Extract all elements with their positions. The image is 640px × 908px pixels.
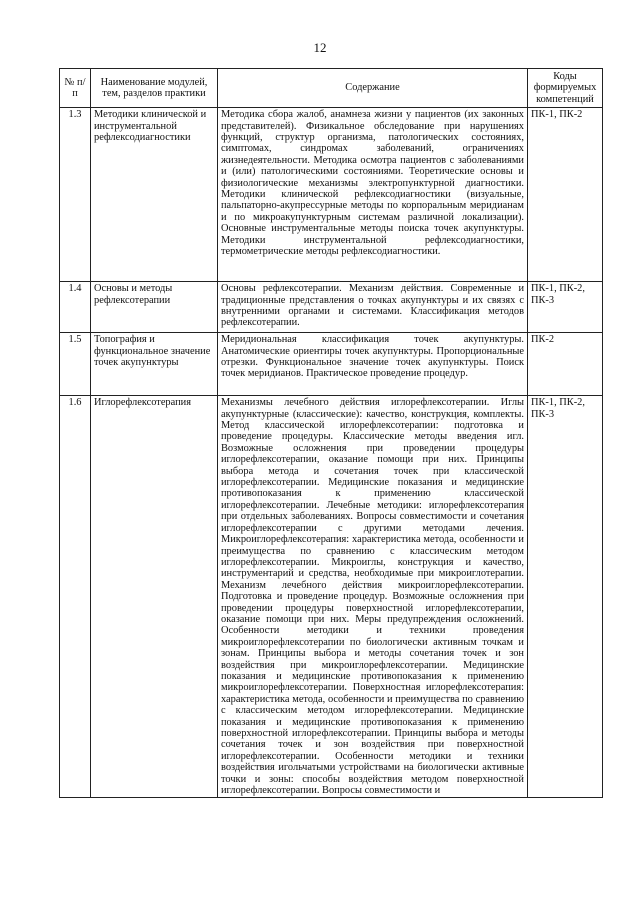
row-number: 1.6 <box>60 396 91 798</box>
row-competency-codes: ПК-2 <box>528 333 603 396</box>
table-row <box>60 282 603 333</box>
row-number: 1.4 <box>60 282 91 333</box>
header-module-name: Наименование модулей, тем, разделов практики <box>91 69 218 108</box>
row-competency-codes: ПК-1, ПК-2 <box>528 108 603 282</box>
header-number: № п/п <box>60 69 91 108</box>
row-competency-codes: ПК-1, ПК-2, ПК-3 <box>528 396 603 798</box>
curriculum-table <box>59 68 603 798</box>
row-competency-codes: ПК-1, ПК-2, ПК-3 <box>528 282 603 333</box>
table-row <box>60 333 603 396</box>
row-module-name: Топография и функциональное значение точек акупунктуры <box>91 333 218 396</box>
row-module-name: Методики клинической и инструментальной рефлексодиагностики <box>91 108 218 282</box>
table-header-row <box>60 69 603 108</box>
row-number: 1.5 <box>60 333 91 396</box>
row-content: Методика сбора жалоб, анамнеза жизни у пациентов (их законных представителей). Физикальное обследование при нарушениях функций, структур организма, патологических состояниях, симптомах, синдромах заболеваний, ограничениях жизнедеятельности. Методика осмотра пациентов с заболеваниями и (или) патологическими состояниями. Теоретические основы и физиологические механизмы электропунктурной диагностики. Методики клинической рефлексодиагностики (визуальные, пальпаторно-акупрессурные методы по корпоральным меридианам и по микроакупунктурным системам различной локализации). Основные инструментальные методы поиска точек акупунктуры. Методики инструментальной рефлексодиагностики, термометрические методы рефлексодиагностики. <box>218 108 528 282</box>
table-row <box>60 396 603 798</box>
header-competency-codes: Коды формируемых компетенций <box>528 69 603 108</box>
row-content: Меридиональная классификация точек акупунктуры. Анатомические ориентиры точек акупунктуры. Пропорциональные отрезки. Функциональное значение точек акупунктуры. Поиск точек меридианов. Практическое проведение процедур. <box>218 333 528 396</box>
row-content: Основы рефлексотерапии. Механизм действия. Современные и традиционные представления о точках акупунктуры и их связях с внутренними органами и системами. Классификация методов рефлексотерапии. <box>218 282 528 333</box>
row-module-name: Основы и методы рефлексотерапии <box>91 282 218 333</box>
header-content: Содержание <box>218 69 528 108</box>
row-module-name: Иглорефлексотерапия <box>91 396 218 798</box>
row-content: Механизмы лечебного действия иглорефлексотерапии. Иглы акупунктурные (классические): качество, конструкция, комплекты. Метод классической иглорефлексотерапии: подготовка и проведение процедуры. Классические методы введения игл. Возможные осложнения при проведении процедуры иглорефлексотерапии, оказание помощи при них. Принципы выбора метода и сочетания точек при классической иглорефлексотерапии. Медицинские показания и медицинские противопоказания к применению классической иглорефлексотерапии. Лечебные методики: иглорефлексотерапия при отдельных заболеваниях. Вопросы совместимости и сочетания иглорефлексотерапии с другими методами лечения. Микроиглорефлексотерапия: характеристика метода, особенности и преимущества по сравнению с классическим методом иглорефлексотерапии. Микроиглы, конструкция и качество, инструментарий и средства, необходимые при микроиглотерапии. Механизм лечебного действия микроиглорефлексотерапии. Подготовка и проведение процедур. Возможные осложнения при проведении процедуры поверхностной иглорефлексотерапии, оказание помощи при них. Меры предупреждения осложнений. Особенности методики и техники проведения микроиглорефлексотерапии по биологически активным точкам и зонам. Принципы выбора и методы сочетания точек и зон воздействия при микроиглорефлексотерапии. Медицинские показания и медицинские противопоказания к применению микроиглорефлексотерапии. Поверхностная иглорефлексотерапия: характеристика метода, особенности и преимущества по сравнению с классическим методом иглорефлексотерапии. Медицинские показания и медицинские противопоказания к применению поверхностной иглорефлексотерапии. Принципы выбора и методы сочетания точек и зон воздействия при поверхностной иглорефлексотерапии. Особенности методики и техники воздействия игольчатыми устройствами на биологически активные точки и зоны: способы воздействия методом поверхностной иглорефлексотерапии. Вопросы совместимости и <box>218 396 528 798</box>
table-row <box>60 108 603 282</box>
page-number: 12 <box>313 40 327 55</box>
row-number: 1.3 <box>60 108 91 282</box>
